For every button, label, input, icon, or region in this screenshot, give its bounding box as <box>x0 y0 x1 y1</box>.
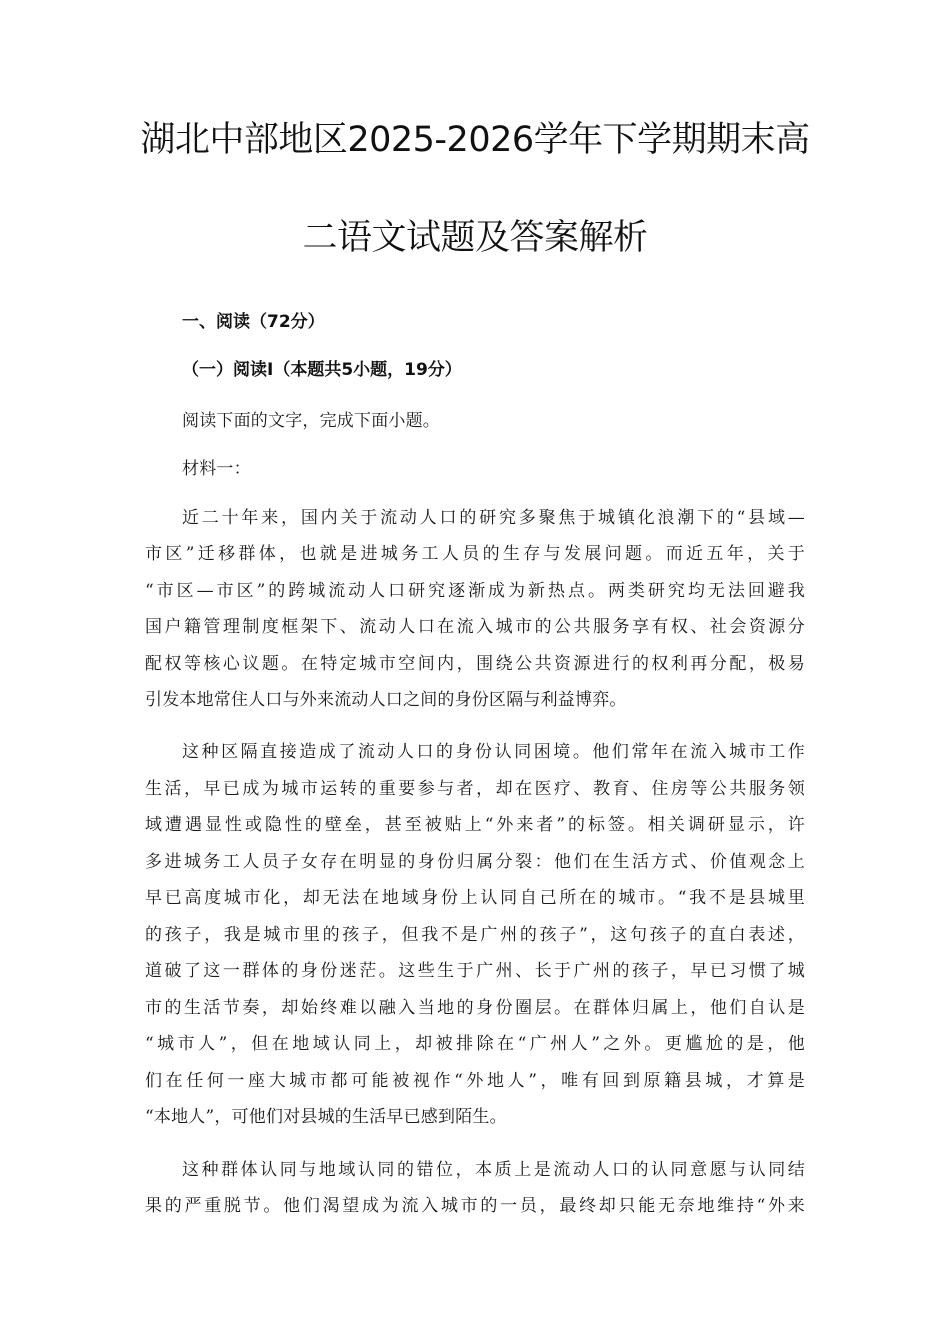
paragraph-line: 市的生活节奏，却始终难以融入当地的身份圈层。在群体归属上，他们自认是 <box>145 998 805 1018</box>
paragraph-line: 生活，早已成为城市运转的重要参与者，却在医疗、教育、住房等公共服务领 <box>145 779 805 799</box>
subsection-heading: （一）阅读Ⅰ（本题共5小题，19分） <box>182 360 462 380</box>
paragraph-line: 市区”迁移群体，也就是进城务工人员的生存与发展问题。而近五年，关于 <box>145 544 805 564</box>
paragraph-line: “城市人”，但在地域认同上，却被排除在“广州人”之外。更尴尬的是，他 <box>145 1034 805 1054</box>
instruction-text: 阅读下面的文字，完成下面小题。 <box>182 411 440 431</box>
document-title-line-2: 二语文试题及答案解析 <box>302 218 648 258</box>
paragraph-line: 国户籍管理制度框架下、流动人口在流入城市的公共服务享有权、社会资源分 <box>145 617 805 637</box>
paragraph-line: 多进城务工人员子女存在明显的身份归属分裂：他们在生活方式、价值观念上 <box>145 852 805 872</box>
material-label: 材料一： <box>182 459 251 479</box>
paragraph-line: 们在任何一座大城市都可能被视作“外地人”，唯有回到原籍县城，才算是 <box>145 1071 805 1091</box>
paragraph-line: 近二十年来，国内关于流动人口的研究多聚焦于城镇化浪潮下的“县域— <box>182 508 805 528</box>
paragraph-line: 道破了这一群体的身份迷茫。这些生于广州、长于广州的孩子，早已习惯了城 <box>145 961 805 981</box>
paragraph-line: 域遭遇显性或隐性的壁垒，甚至被贴上“外来者”的标签。相关调研显示，许 <box>145 815 805 835</box>
paragraph-line: “本地人”，可他们对县城的生活早已感到陌生。 <box>145 1107 507 1127</box>
paragraph-line: 早已高度城市化，却无法在地域身份上认同自己所在的城市。“我不是县城里 <box>145 888 805 908</box>
paragraph-line: “市区—市区”的跨城流动人口研究逐渐成为新热点。两类研究均无法回避我 <box>145 581 805 601</box>
paragraph-line: 配权等核心议题。在特定城市空间内，围绕公共资源进行的权利再分配，极易 <box>145 654 805 674</box>
paragraph-line: 果的严重脱节。他们渴望成为流入城市的一员，最终却只能无奈地维持“外来 <box>145 1196 805 1216</box>
document-title-line-1: 湖北中部地区2025-2026学年下学期期末高 <box>140 120 810 160</box>
paragraph-line: 这种区隔直接造成了流动人口的身份认同困境。他们常年在流入城市工作 <box>182 742 805 762</box>
paragraph-line: 这种群体认同与地域认同的错位，本质上是流动人口的认同意愿与认同结 <box>182 1160 805 1180</box>
paragraph-line: 引发本地常住人口与外来流动人口之间的身份区隔与利益博弈。 <box>145 690 627 710</box>
section-heading: 一、阅读（72分） <box>182 312 325 332</box>
paragraph-line: 的孩子，我是城市里的孩子，但我不是广州的孩子”，这句孩子的直白表述， <box>145 925 805 945</box>
